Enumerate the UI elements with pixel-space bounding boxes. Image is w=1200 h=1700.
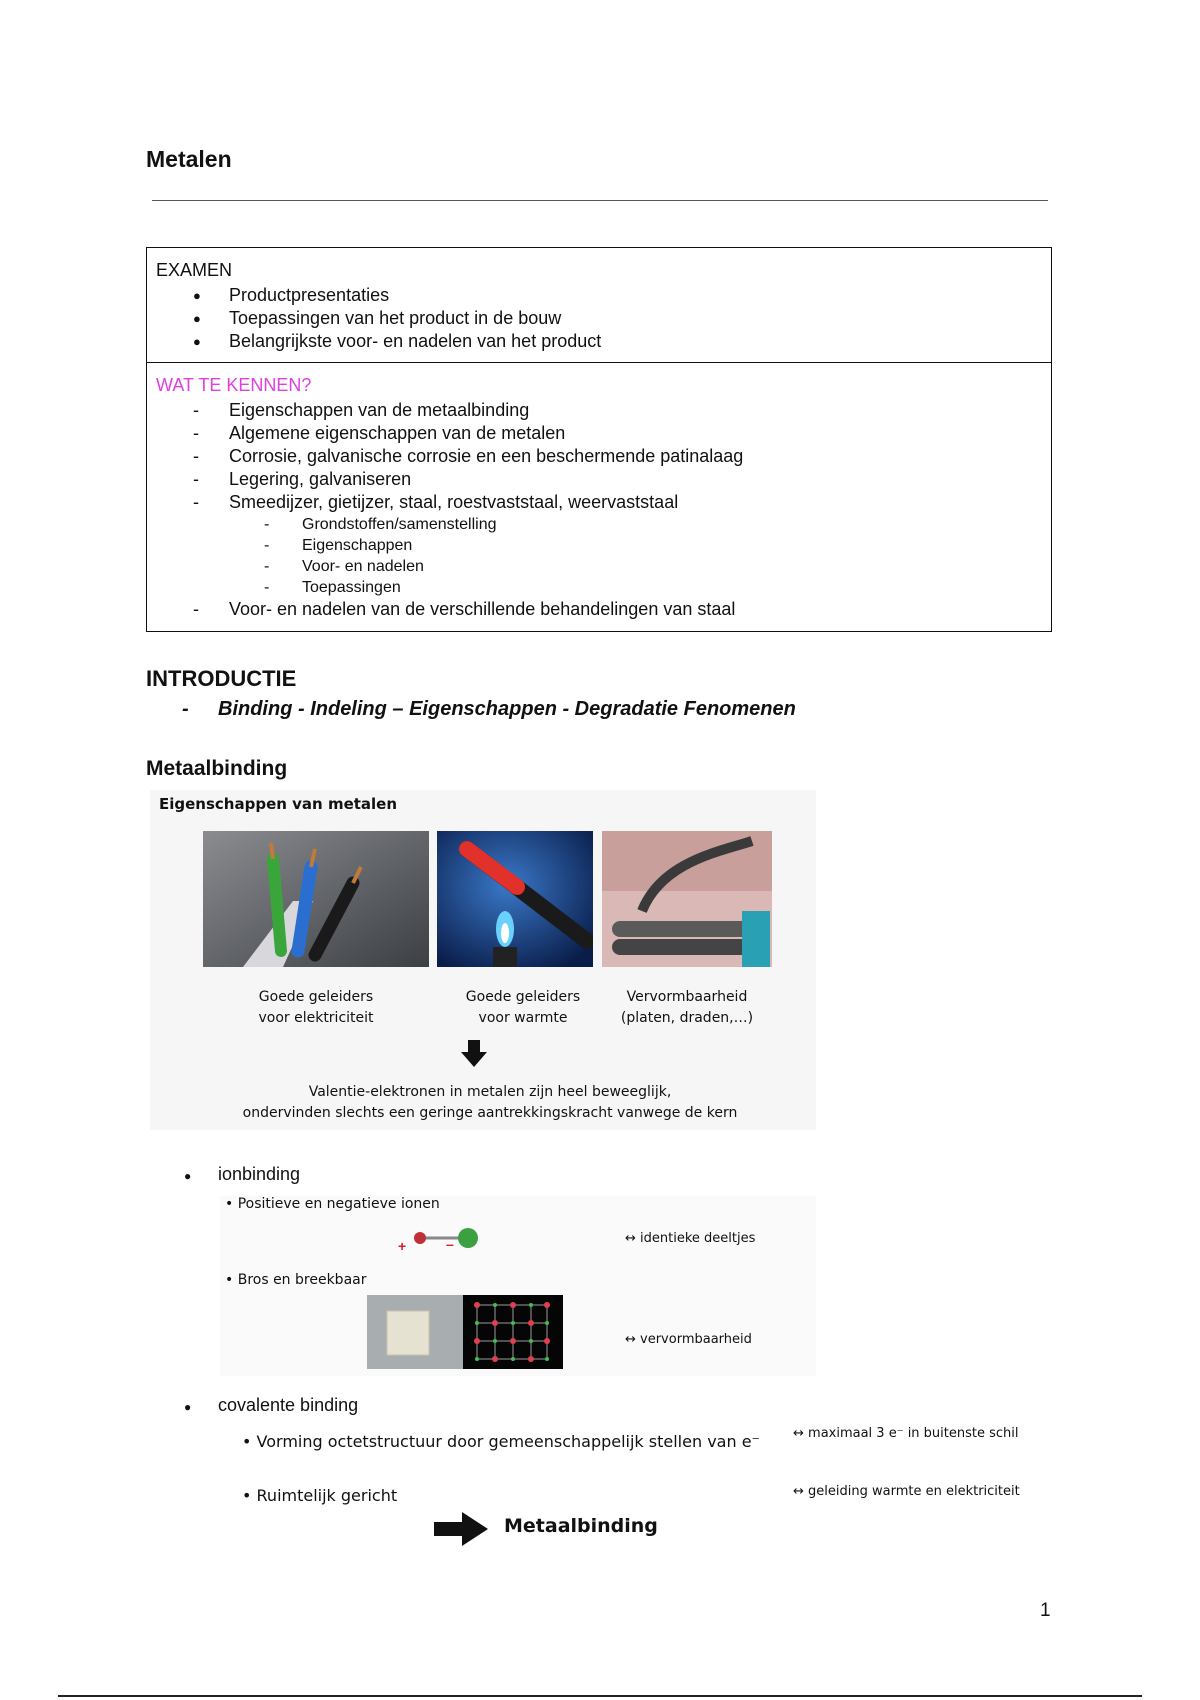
minus-sign: – (446, 1236, 454, 1252)
bullet-icon: ● (184, 1169, 192, 1183)
know-subitem: - Eigenschappen (147, 535, 743, 556)
ion-point-1: • Positieve en negatieve ionen (225, 1196, 440, 1212)
figure-conclusion (200, 1082, 780, 1124)
covalent-point-2: • Ruimtelijk gericht (242, 1486, 398, 1505)
caption-line: voor elektriciteit (258, 1010, 374, 1026)
cable-photo (203, 831, 429, 967)
conclusion-line: Valentie-elektronen in metalen zijn heel beweeglijk, (308, 1084, 672, 1100)
heat-photo (437, 831, 593, 967)
know-item: - Smeedijzer, gietijzer, staal, roestvaststaal, weervaststaal (147, 491, 743, 514)
ionbinding-label: ionbinding (218, 1164, 301, 1184)
caption-line: Goede geleiders (258, 989, 374, 1005)
know-heading: WAT TE KENNEN? (156, 375, 312, 395)
conclusion-line: ondervinden slechts een geringe aantrekkingskracht vanwege de kern (242, 1105, 738, 1121)
exam-heading: EXAMEN (156, 260, 233, 280)
exam-box (146, 247, 1052, 363)
covalent-contrast-1: ↔ maximaal 3 e⁻ in buitenste schil (793, 1426, 1019, 1441)
caption-heat (437, 987, 609, 1029)
exam-item: ● Productpresentaties (147, 284, 601, 307)
bullet-icon: ● (184, 1400, 192, 1414)
intro-heading: INTRODUCTIE (146, 666, 297, 691)
footer-divider (58, 1695, 1142, 1697)
covalent-contrast-2: ↔ geleiding warmte en elektriciteit (793, 1484, 1020, 1499)
covalent-point-1: • Vorming octetstructuur door gemeenschappelijk stellen van e⁻ (242, 1432, 760, 1451)
ion-point-2: • Bros en breekbaar (225, 1272, 367, 1288)
know-item: - Legering, galvaniseren (147, 468, 743, 491)
intro-subtitle (182, 698, 796, 721)
know-item: - Eigenschappen van de metaalbinding (147, 399, 743, 422)
exam-item: ● Toepassingen van het product in de bouw (147, 307, 601, 330)
caption-electricity (203, 987, 429, 1029)
exam-list (147, 284, 601, 353)
caption-line: Vervormbaarheid (626, 989, 748, 1005)
title-divider (152, 200, 1048, 201)
intro-subtitle-text: Binding - Indeling – Eigenschappen - Degradatie Fenomenen (218, 698, 796, 720)
caption-line: voor warmte (478, 1010, 568, 1026)
know-item: - Corrosie, galvanische corrosie en een beschermende patinalaag (147, 445, 743, 468)
covalent-label: covalente binding (218, 1395, 359, 1415)
rolling-photo (602, 831, 772, 967)
exam-item: ● Belangrijkste voor- en nadelen van het product (147, 330, 601, 353)
know-item: - Algemene eigenschappen van de metalen (147, 422, 743, 445)
page-number: 1 (1040, 1600, 1051, 1621)
know-subitem: - Grondstoffen/samenstelling (147, 514, 743, 535)
page-title: Metalen (146, 146, 232, 172)
ion-contrast-1: ↔ identieke deeltjes (625, 1231, 756, 1246)
caption-deformability (602, 987, 772, 1029)
result-metaalbinding: Metaalbinding (504, 1515, 658, 1537)
know-subitem: - Toepassingen (147, 577, 743, 598)
arrow-down-icon (459, 1040, 489, 1068)
ion-contrast-2: ↔ vervormbaarheid (625, 1332, 752, 1347)
metaalbinding-heading: Metaalbinding (146, 757, 288, 780)
caption-line: Goede geleiders (465, 989, 581, 1005)
intro-dash: - (182, 698, 189, 720)
know-subitem: - Voor- en nadelen (147, 556, 743, 577)
caption-line: (platen, draden,…) (620, 1010, 754, 1026)
know-list (147, 399, 743, 621)
figure-title: Eigenschappen van metalen (159, 795, 398, 813)
plus-sign: + (398, 1238, 407, 1254)
arrow-right-icon (434, 1512, 488, 1546)
know-item: - Voor- en nadelen van de verschillende behandelingen van staal (147, 598, 743, 621)
know-box (146, 362, 1052, 632)
crystal-photo (367, 1295, 563, 1369)
